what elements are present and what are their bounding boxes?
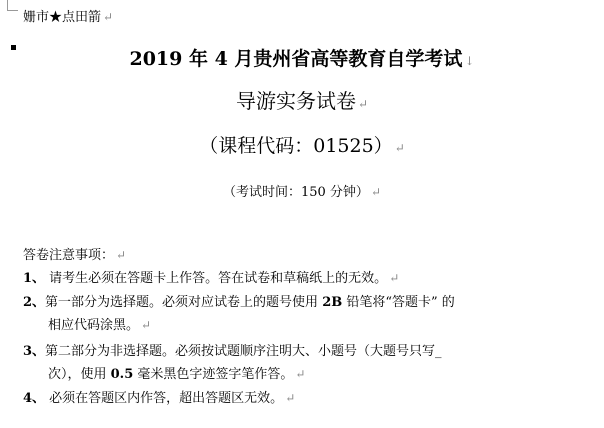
paragraph-mark: ↵ xyxy=(116,248,127,262)
line-break-mark: ↓ xyxy=(464,54,475,68)
note-number: 1、 xyxy=(23,271,46,286)
note-number: 3、 xyxy=(23,344,46,359)
exam-duration xyxy=(0,181,604,200)
note-item-1 xyxy=(23,267,593,290)
paper-title xyxy=(0,85,604,114)
paragraph-mark: ↵ xyxy=(370,185,381,199)
paragraph-mark: ↵ xyxy=(285,391,296,405)
note-text: 必须在答题区内作答，超出答题区无效。 xyxy=(45,391,284,406)
course-code-text: （课程代码：01525） xyxy=(199,135,393,157)
note-text: 次），使用 xyxy=(48,367,111,382)
note-text: 请考生必须在答题卡上作答。答在试卷和草稿纸上的无效。 xyxy=(45,271,388,286)
exam-title-text: 2019 年 4 月贵州省高等教育自学考试 xyxy=(129,48,463,70)
notes-heading-text: 答卷注意事项： xyxy=(23,248,115,263)
page-corner-mark xyxy=(7,0,18,11)
paragraph-mark: ↵ xyxy=(141,318,152,332)
paragraph-mark: ↵ xyxy=(357,97,369,111)
paragraph-mark: ↵ xyxy=(389,271,400,285)
note-item-2 xyxy=(23,292,593,337)
header-text xyxy=(23,6,113,25)
paragraph-mark: ↵ xyxy=(295,367,306,381)
exam-duration-text: （考试时间：150 分钟） xyxy=(222,185,369,200)
note-text: 相应代码涂黑。 xyxy=(48,318,140,333)
paragraph-mark: ↵ xyxy=(394,141,405,155)
note-bold: 0.5 xyxy=(110,367,134,382)
note-text: 第二部分为非选择题。必须按试题顺序注明大、小题号（大题号只写_ xyxy=(45,344,442,359)
note-number: 4、 xyxy=(23,391,46,406)
note-item-4 xyxy=(23,387,593,410)
notes-heading xyxy=(23,244,126,263)
note-text: 第一部分为选择题。必须对应试卷上的题号使用 xyxy=(45,295,323,310)
exam-title xyxy=(0,44,604,71)
note-text: 毫米黑色字迹签字笔作答。 xyxy=(133,367,294,382)
note-text: 铅笔将“答题卡” 的 xyxy=(342,295,455,310)
paper-title-text: 导游实务试卷 xyxy=(235,89,356,113)
course-code xyxy=(0,131,604,158)
header-label: 姗市★点田箭 xyxy=(23,10,102,25)
note-bold: 2B xyxy=(322,295,343,310)
paragraph-mark: ↵ xyxy=(103,10,114,24)
note-item-3 xyxy=(23,341,593,386)
note-number: 2、 xyxy=(23,295,46,310)
